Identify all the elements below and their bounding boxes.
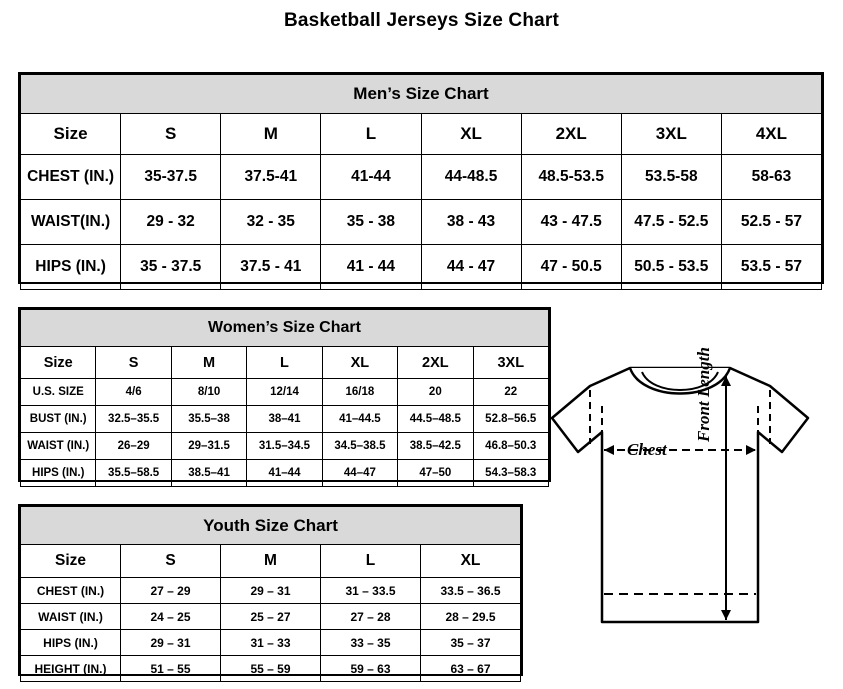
table-cell: 59 – 63 bbox=[321, 656, 421, 682]
table-cell: 20 bbox=[398, 379, 473, 406]
table-row bbox=[21, 200, 822, 245]
table-cell: 27 – 29 bbox=[121, 578, 221, 604]
mens-size-table bbox=[20, 74, 822, 290]
row-label: HEIGHT (IN.) bbox=[21, 656, 121, 682]
table-cell: 41–44.5 bbox=[322, 406, 397, 433]
table-cell: 43 - 47.5 bbox=[521, 200, 621, 245]
table-header-row bbox=[21, 114, 822, 155]
row-label: U.S. SIZE bbox=[21, 379, 96, 406]
front-length-measure-label: Front Length bbox=[694, 347, 713, 442]
table-row bbox=[21, 155, 822, 200]
column-header: XL bbox=[421, 114, 521, 155]
table-cell: 29–31.5 bbox=[171, 433, 246, 460]
table-cell: 63 – 67 bbox=[421, 656, 521, 682]
table-band-row bbox=[21, 507, 521, 545]
column-header: Size bbox=[21, 347, 96, 379]
table-cell: 29 – 31 bbox=[221, 578, 321, 604]
table-cell: 31 – 33 bbox=[221, 630, 321, 656]
table-cell: 53.5 - 57 bbox=[721, 245, 821, 290]
table-cell: 38–41 bbox=[247, 406, 322, 433]
table-cell: 12/14 bbox=[247, 379, 322, 406]
column-header: M bbox=[171, 347, 246, 379]
table-cell: 27 – 28 bbox=[321, 604, 421, 630]
table-cell: 25 – 27 bbox=[221, 604, 321, 630]
table-cell: 33.5 – 36.5 bbox=[421, 578, 521, 604]
column-header: 3XL bbox=[621, 114, 721, 155]
table-cell: 52.8–56.5 bbox=[473, 406, 548, 433]
table-cell: 44-48.5 bbox=[421, 155, 521, 200]
table-band-row bbox=[21, 75, 822, 114]
table-band-row bbox=[21, 310, 549, 347]
table-cell: 47–50 bbox=[398, 460, 473, 487]
table-row bbox=[21, 460, 549, 487]
womens-chart-band-label: Women’s Size Chart bbox=[21, 310, 549, 347]
table-cell: 37.5-41 bbox=[221, 155, 321, 200]
jersey-measurement-diagram bbox=[530, 340, 830, 670]
table-cell: 4/6 bbox=[96, 379, 171, 406]
table-cell: 28 – 29.5 bbox=[421, 604, 521, 630]
table-cell: 35 - 38 bbox=[321, 200, 421, 245]
table-cell: 58-63 bbox=[721, 155, 821, 200]
column-header: 2XL bbox=[521, 114, 621, 155]
column-header: XL bbox=[421, 545, 521, 578]
womens-size-chart bbox=[18, 307, 551, 482]
table-cell: 41 - 44 bbox=[321, 245, 421, 290]
table-cell: 52.5 - 57 bbox=[721, 200, 821, 245]
table-cell: 41–44 bbox=[247, 460, 322, 487]
table-cell: 44 - 47 bbox=[421, 245, 521, 290]
table-cell: 22 bbox=[473, 379, 548, 406]
table-cell: 48.5-53.5 bbox=[521, 155, 621, 200]
row-label: WAIST (IN.) bbox=[21, 433, 96, 460]
table-cell: 35.5–58.5 bbox=[96, 460, 171, 487]
column-header: 4XL bbox=[721, 114, 821, 155]
column-header: L bbox=[247, 347, 322, 379]
row-label: CHEST (IN.) bbox=[21, 155, 121, 200]
table-cell: 26–29 bbox=[96, 433, 171, 460]
jersey-illustration-icon bbox=[530, 340, 830, 670]
column-header: S bbox=[96, 347, 171, 379]
table-row bbox=[21, 406, 549, 433]
column-header: Size bbox=[21, 545, 121, 578]
table-row bbox=[21, 630, 521, 656]
column-header: M bbox=[221, 545, 321, 578]
column-header: 3XL bbox=[473, 347, 548, 379]
column-header: S bbox=[121, 545, 221, 578]
table-cell: 31 – 33.5 bbox=[321, 578, 421, 604]
table-cell: 35-37.5 bbox=[121, 155, 221, 200]
youth-chart-band-label: Youth Size Chart bbox=[21, 507, 521, 545]
table-cell: 55 – 59 bbox=[221, 656, 321, 682]
table-row bbox=[21, 604, 521, 630]
column-header: XL bbox=[322, 347, 397, 379]
table-cell: 16/18 bbox=[322, 379, 397, 406]
table-row bbox=[21, 379, 549, 406]
table-cell: 54.3–58.3 bbox=[473, 460, 548, 487]
table-cell: 29 - 32 bbox=[121, 200, 221, 245]
chest-measure-label: Chest bbox=[627, 440, 667, 459]
table-cell: 35.5–38 bbox=[171, 406, 246, 433]
table-cell: 46.8–50.3 bbox=[473, 433, 548, 460]
row-label: CHEST (IN.) bbox=[21, 578, 121, 604]
table-cell: 44–47 bbox=[322, 460, 397, 487]
table-cell: 53.5-58 bbox=[621, 155, 721, 200]
table-cell: 41-44 bbox=[321, 155, 421, 200]
row-label: HIPS (IN.) bbox=[21, 630, 121, 656]
table-cell: 38.5–41 bbox=[171, 460, 246, 487]
mens-chart-band-label: Men’s Size Chart bbox=[21, 75, 822, 114]
column-header: L bbox=[321, 114, 421, 155]
table-cell: 47 - 50.5 bbox=[521, 245, 621, 290]
womens-size-table bbox=[20, 309, 549, 487]
table-header-row bbox=[21, 347, 549, 379]
column-header: M bbox=[221, 114, 321, 155]
table-cell: 31.5–34.5 bbox=[247, 433, 322, 460]
table-cell: 32 - 35 bbox=[221, 200, 321, 245]
row-label: HIPS (IN.) bbox=[21, 245, 121, 290]
row-label: WAIST(IN.) bbox=[21, 200, 121, 245]
column-header: Size bbox=[21, 114, 121, 155]
table-cell: 29 – 31 bbox=[121, 630, 221, 656]
page-title: Basketball Jerseys Size Chart bbox=[283, 10, 560, 31]
table-row bbox=[21, 245, 822, 290]
table-cell: 34.5–38.5 bbox=[322, 433, 397, 460]
table-cell: 44.5–48.5 bbox=[398, 406, 473, 433]
row-label: BUST (IN.) bbox=[21, 406, 96, 433]
table-cell: 38.5–42.5 bbox=[398, 433, 473, 460]
row-label: WAIST (IN.) bbox=[21, 604, 121, 630]
column-header: L bbox=[321, 545, 421, 578]
table-row bbox=[21, 578, 521, 604]
table-cell: 37.5 - 41 bbox=[221, 245, 321, 290]
table-cell: 32.5–35.5 bbox=[96, 406, 171, 433]
table-cell: 50.5 - 53.5 bbox=[621, 245, 721, 290]
column-header: 2XL bbox=[398, 347, 473, 379]
table-cell: 47.5 - 52.5 bbox=[621, 200, 721, 245]
table-cell: 24 – 25 bbox=[121, 604, 221, 630]
table-row bbox=[21, 433, 549, 460]
table-cell: 35 - 37.5 bbox=[121, 245, 221, 290]
table-cell: 38 - 43 bbox=[421, 200, 521, 245]
youth-size-table bbox=[20, 506, 521, 682]
table-cell: 33 – 35 bbox=[321, 630, 421, 656]
table-header-row bbox=[21, 545, 521, 578]
table-cell: 35 – 37 bbox=[421, 630, 521, 656]
column-header: S bbox=[121, 114, 221, 155]
table-cell: 51 – 55 bbox=[121, 656, 221, 682]
mens-size-chart bbox=[18, 72, 824, 284]
row-label: HIPS (IN.) bbox=[21, 460, 96, 487]
youth-size-chart bbox=[18, 504, 523, 676]
table-row bbox=[21, 656, 521, 682]
table-cell: 8/10 bbox=[171, 379, 246, 406]
